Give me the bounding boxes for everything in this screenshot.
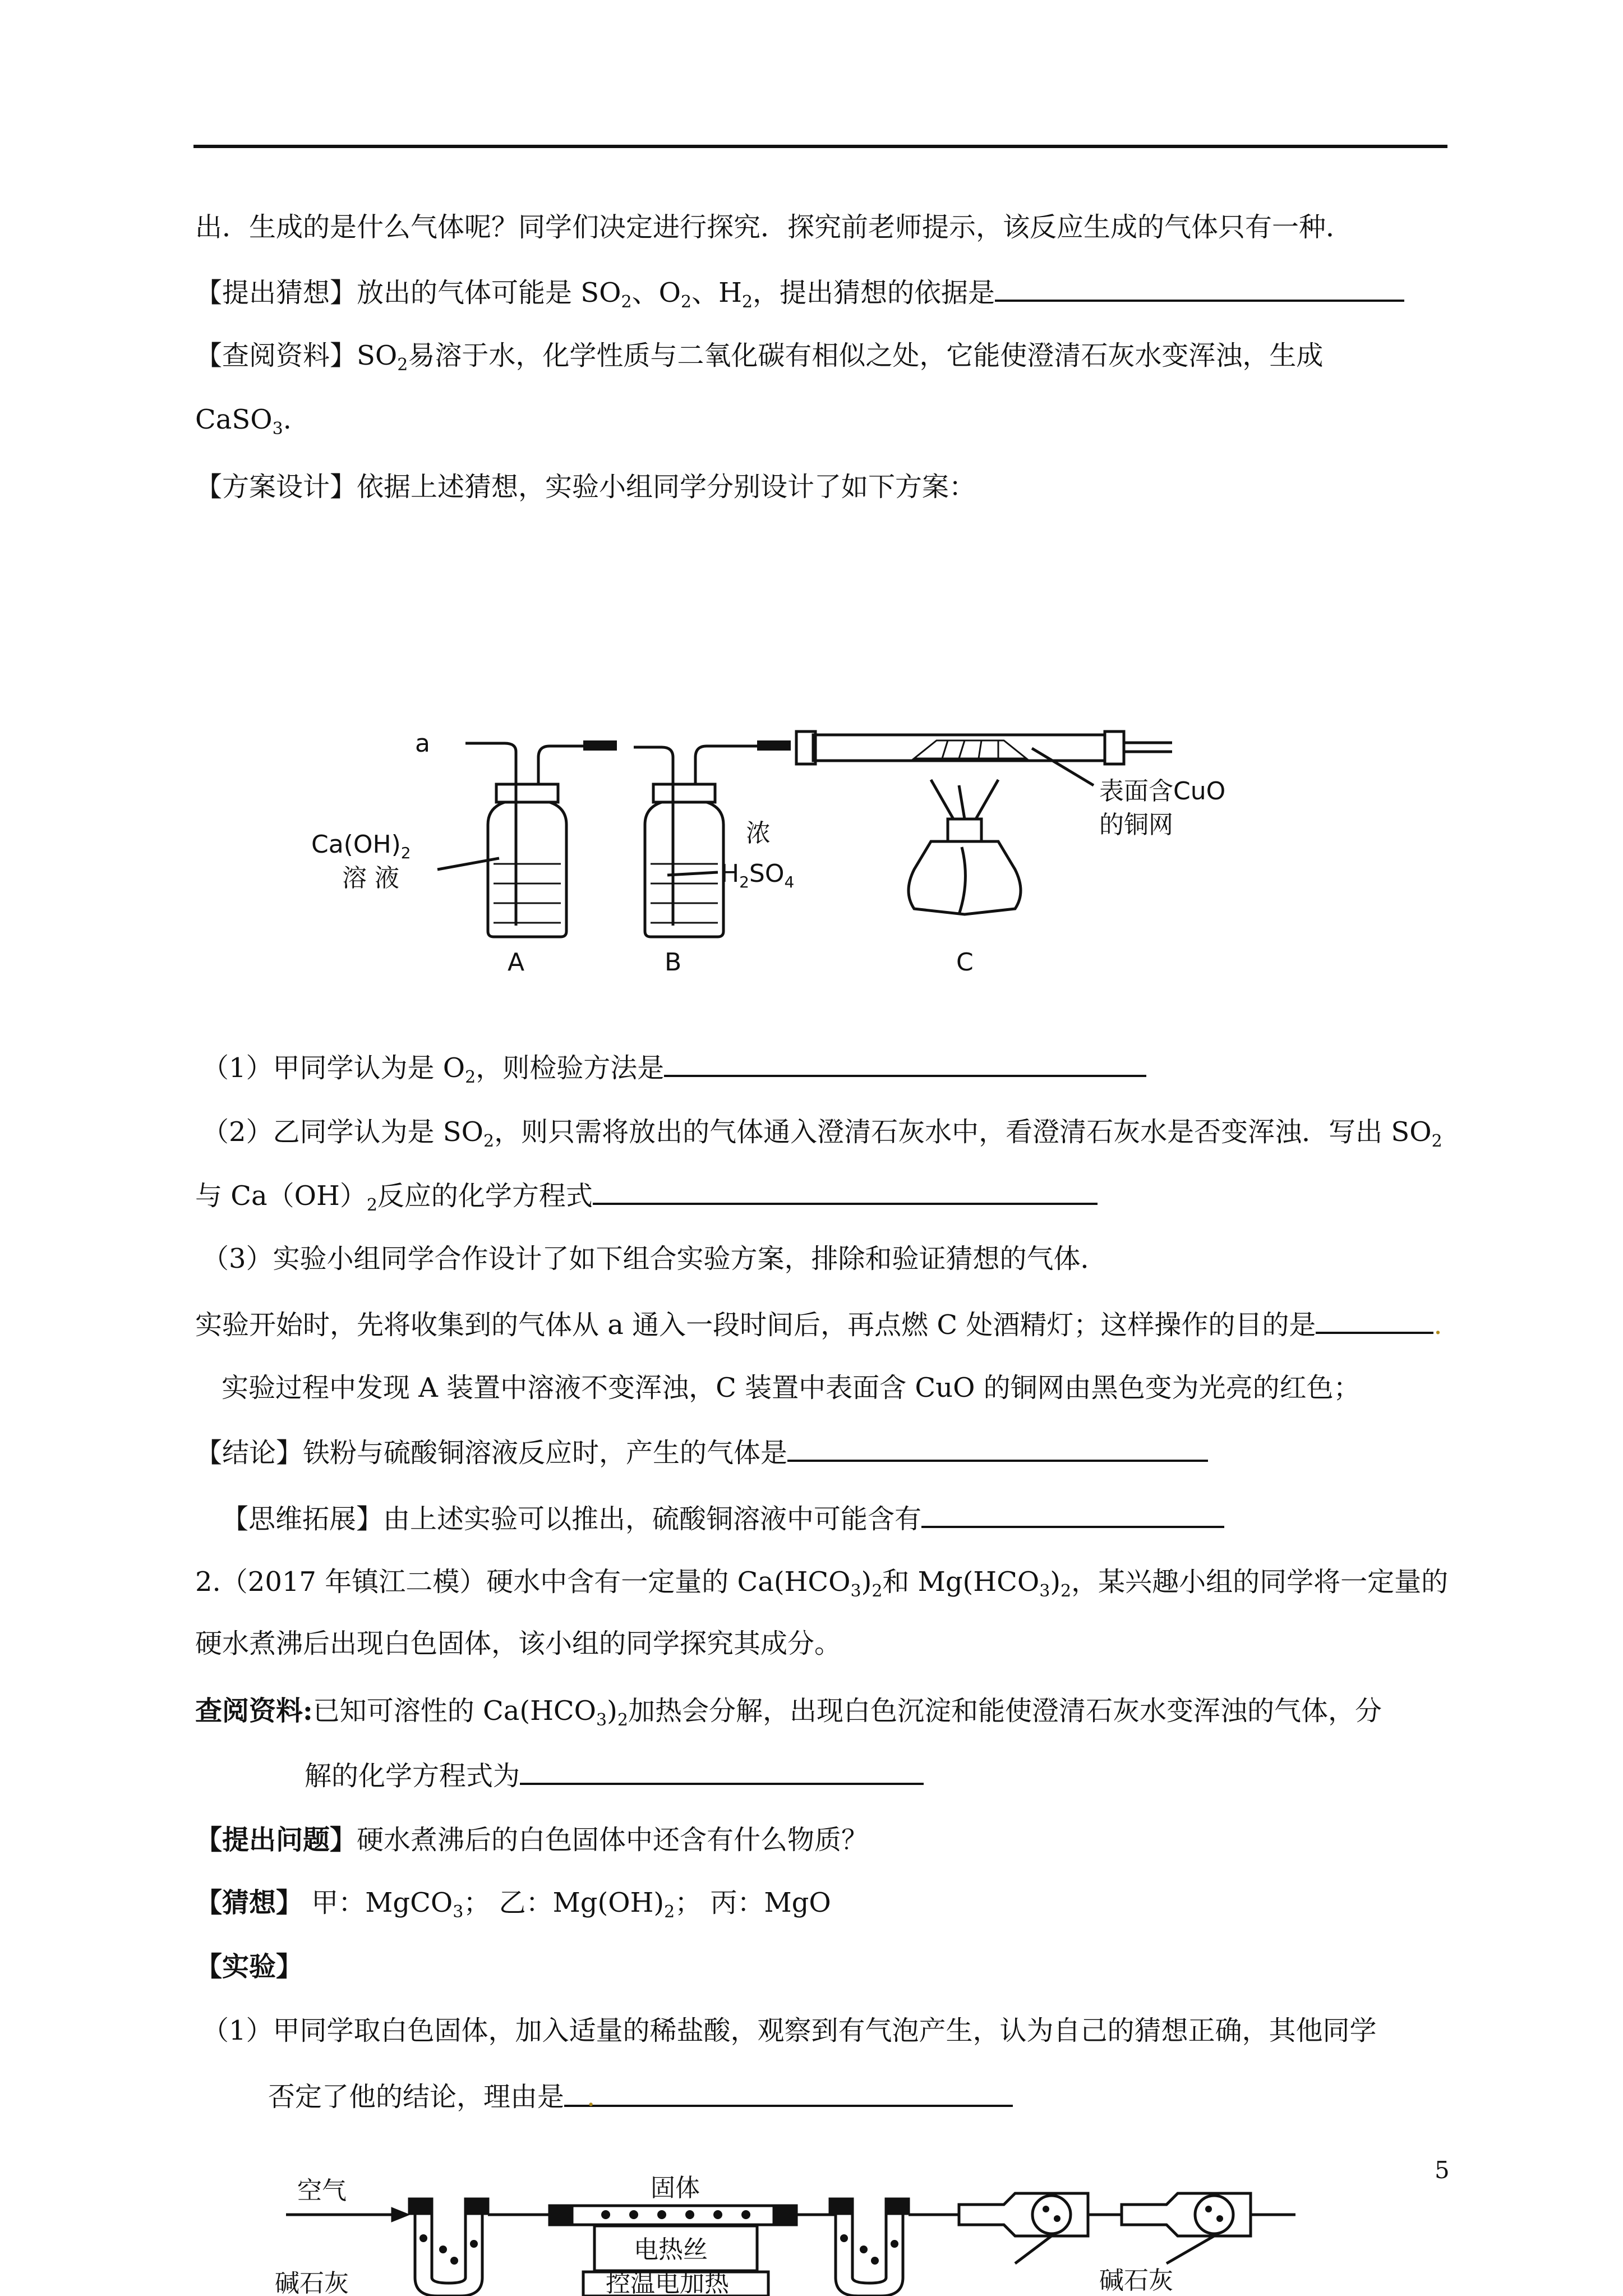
subscript: 2 <box>664 1902 675 1922</box>
subscript: 2 <box>465 1068 476 1087</box>
section-heading: 【实验】 <box>195 1951 303 1982</box>
text: ) <box>607 1695 617 1727</box>
text: （3）实验小组同学合作设计了如下组合实验方案，排除和验证猜想的气体． <box>202 1243 1108 1274</box>
text: 出．生成的是什么气体呢？同学们决定进行探究．探究前老师提示，该反应生成的气体只有一种． <box>195 211 1353 243</box>
label-soda-lime-1: 碱石灰 <box>275 2269 349 2296</box>
text-line <box>195 1886 831 1920</box>
text: 实验开始时，先将收集到的气体从 a 通入一段时间后，再点燃 C 处酒精灯；这样操作的目的是 <box>195 1309 1316 1341</box>
text: . <box>283 404 292 435</box>
subscript: 2 <box>483 1131 495 1151</box>
page-number: 5 <box>1435 2156 1450 2184</box>
text: CaSO <box>195 404 273 435</box>
text: （1）甲同学取白色固体，加入适量的稀盐酸，观察到有气泡产生，认为自己的猜想正确，其他同学 <box>202 2015 1377 2046</box>
text: ，提出猜想的依据是 <box>753 277 995 309</box>
section-heading: 查阅资料: <box>195 1695 313 1727</box>
subscript: 3 <box>1039 1581 1050 1601</box>
text-line <box>195 1307 1442 1342</box>
label-h2so4: $H_2SO_4$ <box>721 859 795 891</box>
subscript: 3 <box>453 1902 464 1922</box>
answer-blank[interactable] <box>995 275 1404 302</box>
bottle-b <box>645 802 723 937</box>
subscript: 3 <box>596 1710 607 1730</box>
text: ，某兴趣小组的同学将一定量的 <box>1071 1566 1449 1598</box>
text-line <box>195 275 1404 310</box>
subscript: 2 <box>621 292 632 312</box>
text-line <box>222 1501 1224 1536</box>
subscript: 3 <box>272 419 283 439</box>
text: （2）乙同学认为是 SO <box>202 1116 484 1148</box>
label-heater: 控温电加热 <box>606 2269 729 2296</box>
text: SO <box>357 340 398 371</box>
text-line <box>195 403 292 439</box>
text-line <box>202 1050 1146 1085</box>
label-copper-gauze: 的铜网 <box>1099 811 1173 839</box>
text: ； 丙：MgO <box>675 1887 831 1918</box>
text-line <box>195 1950 303 1984</box>
label-soda-lime-2: 碱石灰 <box>1099 2266 1173 2295</box>
subscript: 2 <box>617 1710 628 1730</box>
header-rule <box>193 145 1447 148</box>
text-line <box>202 1115 1442 1149</box>
label-bottle-b: B <box>665 948 682 977</box>
text-line <box>195 470 976 504</box>
label-cuo: 表面含CuO <box>1099 777 1226 806</box>
text: 依据上述猜想，实验小组同学分别设计了如下方案： <box>357 471 976 503</box>
text: 由上述实验可以推出，硫酸铜溶液中可能含有 <box>383 1503 922 1535</box>
text: 铁粉与硫酸铜溶液反应时，产生的气体是 <box>303 1437 788 1469</box>
bottle-a-stopper <box>496 784 558 802</box>
label-caoh: $Ca(OH)_2$ <box>311 830 411 862</box>
text: ) <box>1050 1566 1061 1598</box>
answer-blank[interactable] <box>520 1758 924 1785</box>
text: 与 Ca（OH） <box>195 1180 367 1212</box>
section-heading: 【提出问题】 <box>195 1824 357 1856</box>
answer-blank[interactable] <box>664 1050 1146 1077</box>
text: 硬水煮沸后的白色固体中还含有什么物质？ <box>357 1824 869 1856</box>
text-line <box>195 1627 841 1660</box>
section-heading: 【结论】 <box>195 1437 303 1469</box>
text-line <box>195 1178 1098 1213</box>
answer-blank[interactable] <box>593 1178 1098 1205</box>
text: . <box>1433 1309 1442 1341</box>
text: 2.（2017 年镇江二模）硬水中含有一定量的 Ca(HCO <box>195 1566 851 1598</box>
text-line <box>305 1758 924 1793</box>
text: ； 乙：Mg(OH) <box>463 1887 665 1918</box>
section-heading: 【思维拓展】 <box>222 1503 384 1535</box>
label-solid: 固体 <box>651 2174 700 2202</box>
apparatus-figure-hard-water <box>269 2165 1324 2296</box>
text: 、O <box>631 277 681 309</box>
inlet-a-tube <box>465 743 516 784</box>
drying-tube-1 <box>959 2193 1088 2236</box>
text: ) <box>861 1566 872 1598</box>
subscript: 2 <box>1061 1581 1072 1601</box>
subscript: 2 <box>680 292 692 312</box>
subscript: 2 <box>1431 1131 1442 1151</box>
answer-blank[interactable] <box>921 1501 1224 1528</box>
label-concentrated: 浓 <box>746 819 771 848</box>
apparatus-figure-abc <box>297 724 1307 982</box>
text: 放出的气体可能是 SO <box>357 277 621 309</box>
label-bottle-a: A <box>508 948 525 977</box>
text: 已知可溶性的 Ca(HCO <box>312 1695 597 1727</box>
text-line <box>195 1565 1448 1599</box>
text: 解的化学方程式为 <box>305 1760 520 1792</box>
text: 否定了他的结论，理由是 <box>268 2081 565 2113</box>
text: 甲：MgCO <box>303 1887 453 1918</box>
text-line <box>202 2014 1377 2047</box>
subscript: 2 <box>741 292 753 312</box>
section-heading: 【猜想】 <box>195 1887 303 1918</box>
text-line <box>195 210 1353 244</box>
subscript: 2 <box>366 1195 377 1215</box>
text: 硬水煮沸后出现白色固体，该小组的同学探究其成分。 <box>195 1628 842 1659</box>
text-line <box>202 1242 1108 1276</box>
drying-tube-2 <box>1122 2193 1251 2236</box>
bottle-b-stopper <box>653 784 715 802</box>
label-a: a <box>415 729 430 758</box>
section-heading: 【查阅资料】 <box>195 340 357 371</box>
text: . <box>587 2081 596 2113</box>
answer-blank[interactable] <box>1316 1307 1433 1334</box>
text-line <box>195 1435 1208 1470</box>
section-heading: 【方案设计】 <box>195 471 357 503</box>
text: ，则检验方法是 <box>476 1052 665 1084</box>
bottle-a <box>488 802 566 937</box>
text: 反应的化学方程式 <box>377 1180 593 1212</box>
text: 加热会分解，出现白色沉淀和能使澄清石灰水变浑浊的气体，分 <box>628 1695 1382 1727</box>
answer-blank[interactable] <box>787 1435 1208 1462</box>
subscript: 2 <box>872 1581 883 1601</box>
text: （1）甲同学认为是 O <box>202 1052 465 1084</box>
text-line <box>268 2080 1013 2114</box>
label-lamp-c: C <box>956 948 974 977</box>
text-line <box>222 1371 1361 1405</box>
text-line <box>195 339 1324 375</box>
text: 和 Mg(HCO <box>882 1566 1040 1598</box>
text: 易溶于水，化学性质与二氧化碳有相似之处，它能使澄清石灰水变浑浊，生成 <box>408 340 1324 371</box>
label-solution: 溶 液 <box>342 864 399 892</box>
text-line <box>195 1823 868 1857</box>
text: 实验过程中发现 A 装置中溶液不变浑浊，C 装置中表面含 CuO 的铜网由黑色变为光亮的红色； <box>222 1372 1361 1404</box>
copper-gauze <box>914 740 1026 758</box>
answer-blank[interactable] <box>564 2080 1013 2113</box>
section-heading: 【提出猜想】 <box>195 277 357 309</box>
label-heating-wire: 电热丝 <box>634 2235 708 2264</box>
text: 、H <box>691 277 742 309</box>
label-air: 空气 <box>297 2177 347 2205</box>
subscript: 3 <box>850 1581 861 1601</box>
text-line <box>195 1694 1382 1728</box>
subscript: 2 <box>397 355 408 375</box>
text: ，则只需将放出的气体通入澄清石灰水中，看澄清石灰水是否变浑浊．写出 SO <box>494 1116 1432 1148</box>
